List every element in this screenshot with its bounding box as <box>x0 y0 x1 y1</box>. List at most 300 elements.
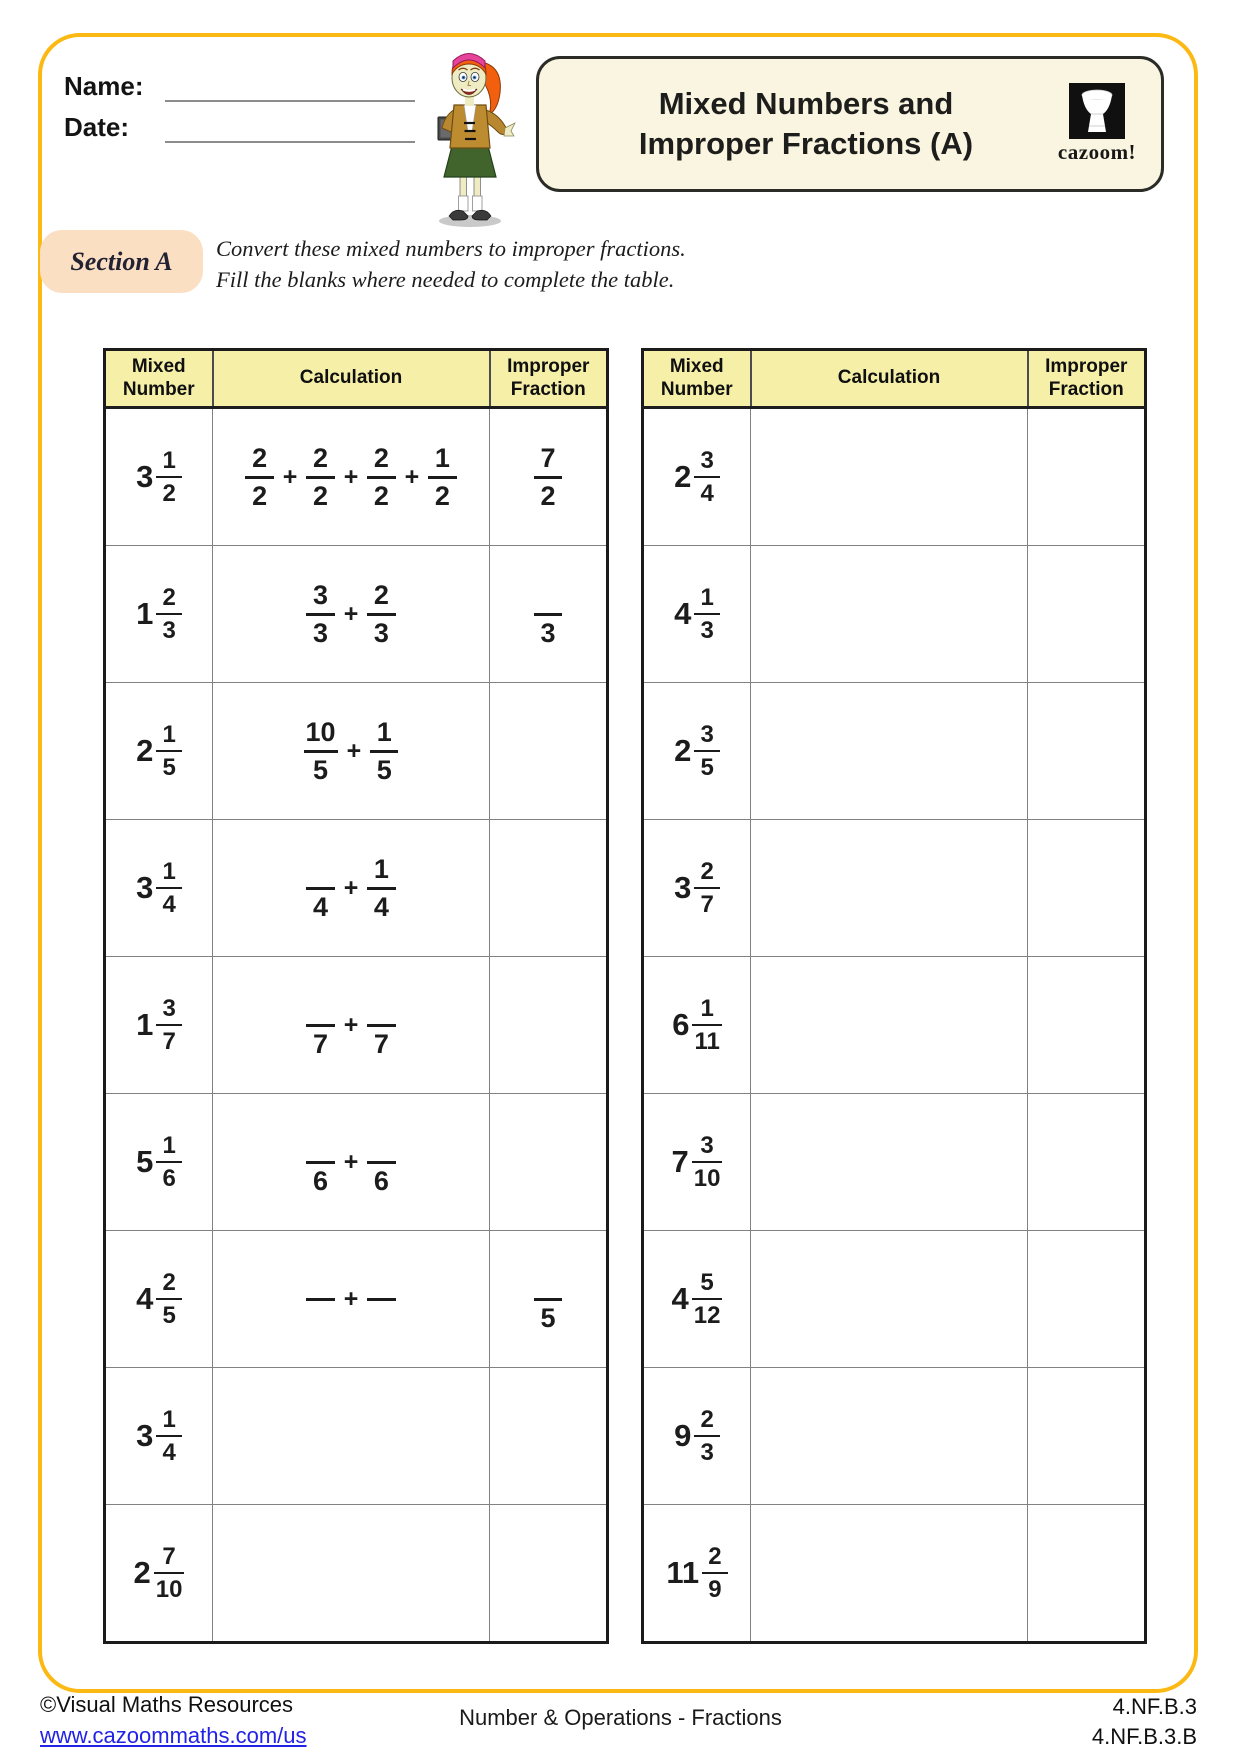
fraction-denominator: 6 <box>162 1165 176 1193</box>
mixed-number <box>134 1544 185 1603</box>
whole-number: 11 <box>666 1555 700 1590</box>
mixed-number-cell <box>105 546 213 683</box>
fraction-denominator: 2 <box>373 481 389 511</box>
fraction-bar <box>306 1161 334 1164</box>
table-row <box>105 820 608 957</box>
fraction-bar <box>245 476 273 479</box>
whole-number: 2 <box>674 459 692 494</box>
fraction-denominator: 3 <box>700 1439 714 1467</box>
fraction-numerator: 3 <box>700 720 714 748</box>
table-row <box>643 546 1146 683</box>
calculation-cell <box>751 957 1028 1094</box>
fraction-denominator: 7 <box>313 1029 329 1059</box>
table-row <box>105 1505 608 1643</box>
right-table <box>641 348 1147 1644</box>
table-header-row <box>643 350 1146 408</box>
calculation-expression <box>306 992 395 1059</box>
table-header-cell: Calculation <box>213 350 490 408</box>
whole-number: 3 <box>136 459 154 494</box>
mixed-number <box>136 722 182 781</box>
improper-fraction-cell <box>490 957 608 1094</box>
fraction-bar <box>304 750 338 753</box>
mixed-number <box>674 585 720 644</box>
calculation-cell <box>751 1505 1028 1643</box>
fraction <box>692 1270 723 1329</box>
fraction-denominator: 7 <box>700 891 714 919</box>
calculation-expression <box>306 581 395 648</box>
calculation-cell <box>751 1368 1028 1505</box>
mixed-number <box>136 448 182 507</box>
fraction-numerator: 7 <box>162 1542 176 1570</box>
whole-number: 4 <box>671 1281 689 1316</box>
fraction-denominator: 4 <box>313 892 329 922</box>
plus-sign: + <box>343 462 359 491</box>
improper-fraction-cell <box>1028 1505 1146 1643</box>
fraction-denominator: 2 <box>434 481 450 511</box>
calculation-cell <box>751 1094 1028 1231</box>
mixed-number-cell <box>643 1231 751 1368</box>
table-header-row <box>105 350 608 408</box>
improper-fraction-cell <box>1028 408 1146 546</box>
improper-fraction-cell <box>490 1231 608 1368</box>
fraction-numerator: 2 <box>373 579 389 610</box>
fraction-denominator: 5 <box>376 755 392 785</box>
date-line[interactable] <box>165 111 415 143</box>
fraction-bar <box>692 1024 721 1027</box>
whole-number: 3 <box>136 870 154 905</box>
table-row <box>105 1231 608 1368</box>
table-row <box>643 820 1146 957</box>
plus-sign: + <box>343 599 359 628</box>
instruction-line-1: Convert these mixed numbers to improper fractions. <box>216 236 686 261</box>
fraction-bar <box>156 1298 182 1301</box>
fraction-numerator <box>367 992 395 1020</box>
mixed-number <box>136 1133 182 1192</box>
plus-sign: + <box>343 873 359 902</box>
footer-topic: Number & Operations - Fractions <box>459 1705 782 1730</box>
table-row <box>105 1368 608 1505</box>
calculation-cell <box>213 1094 490 1231</box>
fraction-numerator: 3 <box>700 446 714 474</box>
fraction-bar <box>306 1024 334 1027</box>
fraction <box>534 581 562 648</box>
student-girl-illustration <box>418 40 518 230</box>
section-a-label: Section A <box>70 246 173 276</box>
fraction <box>245 444 273 511</box>
fraction <box>694 722 720 781</box>
fraction-bar <box>694 1435 720 1438</box>
whole-number: 3 <box>674 870 692 905</box>
table-row <box>643 1094 1146 1231</box>
whole-number: 3 <box>136 1418 154 1453</box>
fraction-numerator: 2 <box>700 1405 714 1433</box>
fraction-numerator: 7 <box>540 442 556 473</box>
improper-fraction-cell <box>1028 820 1146 957</box>
fraction-denominator: 4 <box>162 891 176 919</box>
section-a-badge <box>40 230 203 293</box>
fraction-numerator: 1 <box>376 716 392 747</box>
table-row <box>105 1094 608 1231</box>
mixed-number-cell <box>105 820 213 957</box>
fraction-denominator <box>367 1304 395 1332</box>
fraction <box>367 855 395 922</box>
fraction-numerator <box>367 1266 395 1294</box>
fraction-denominator: 2 <box>162 480 176 508</box>
table-row <box>105 957 608 1094</box>
improper-fraction-cell <box>490 820 608 957</box>
cazoom-logo <box>1049 83 1145 165</box>
fraction-numerator <box>534 1266 562 1294</box>
improper-fraction-cell <box>490 1368 608 1505</box>
fraction-denominator: 9 <box>708 1576 722 1604</box>
fraction <box>306 444 334 511</box>
fraction-numerator: 2 <box>700 857 714 885</box>
fraction-denominator: 5 <box>313 755 329 785</box>
plus-sign: + <box>343 1147 359 1176</box>
fraction-bar <box>156 476 182 479</box>
fraction <box>156 1270 182 1329</box>
improper-fraction-cell <box>490 1505 608 1643</box>
fraction-bar <box>370 750 398 753</box>
mixed-number <box>674 448 720 507</box>
improper-fraction-cell <box>490 546 608 683</box>
fraction-bar <box>154 1572 185 1575</box>
mixed-number-cell <box>643 1368 751 1505</box>
fraction-bar <box>156 1024 182 1027</box>
fraction-numerator: 5 <box>700 1268 714 1296</box>
mixed-number-cell <box>643 1505 751 1643</box>
fraction <box>534 1266 562 1333</box>
mixed-number <box>672 996 722 1055</box>
mixed-number-cell <box>105 1094 213 1231</box>
fraction-bar <box>694 887 720 890</box>
fraction-bar <box>306 887 334 890</box>
mixed-number-cell <box>105 408 213 546</box>
calculation-cell <box>751 1231 1028 1368</box>
mixed-number <box>136 859 182 918</box>
fraction-bar <box>156 750 182 753</box>
fraction-bar <box>694 476 720 479</box>
mixed-number-cell <box>105 1368 213 1505</box>
table-header-cell: Calculation <box>751 350 1028 408</box>
fraction-bar <box>428 476 456 479</box>
fraction-bar <box>692 1298 723 1301</box>
fraction <box>367 444 395 511</box>
fraction-bar <box>156 613 182 616</box>
fraction-bar <box>156 887 182 890</box>
calculation-cell <box>213 1368 490 1505</box>
calculation-cell <box>751 683 1028 820</box>
fraction <box>156 1133 182 1192</box>
table-row <box>643 408 1146 546</box>
whole-number: 1 <box>136 596 154 631</box>
whole-number: 6 <box>672 1007 690 1042</box>
name-line[interactable] <box>165 70 415 102</box>
whole-number: 4 <box>674 596 692 631</box>
table-header-cell: Improper Fraction <box>1028 350 1146 408</box>
fraction <box>306 581 334 648</box>
fraction-denominator: 5 <box>162 754 176 782</box>
table-row <box>643 1505 1146 1643</box>
whole-number: 4 <box>136 1281 154 1316</box>
fraction-numerator: 2 <box>162 583 176 611</box>
mixed-number-cell <box>643 1094 751 1231</box>
improper-fraction-cell <box>490 1094 608 1231</box>
fraction <box>156 996 182 1055</box>
mixed-number <box>672 1270 723 1329</box>
fraction-numerator: 1 <box>162 446 176 474</box>
improper-fraction-cell <box>1028 546 1146 683</box>
mixed-number <box>136 1407 182 1466</box>
calculation-cell <box>213 957 490 1094</box>
fraction-bar <box>692 1161 723 1164</box>
mixed-number <box>666 1544 727 1603</box>
fraction <box>370 718 398 785</box>
fraction-bar <box>156 1435 182 1438</box>
plus-sign: + <box>404 462 420 491</box>
calculation-cell <box>213 1231 490 1368</box>
fraction <box>694 1407 720 1466</box>
fraction-bar <box>367 1161 395 1164</box>
fraction-bar <box>367 1298 395 1301</box>
fraction-denominator: 5 <box>162 1302 176 1330</box>
fraction-bar <box>367 887 395 890</box>
fraction-denominator: 10 <box>155 1576 183 1604</box>
title-box <box>536 56 1164 192</box>
fraction-numerator: 1 <box>700 994 714 1022</box>
fraction <box>156 859 182 918</box>
fraction-bar <box>306 1298 334 1301</box>
improper-fraction-cell <box>490 408 608 546</box>
fraction-numerator: 1 <box>373 853 389 884</box>
fraction-denominator: 2 <box>540 481 556 511</box>
table-row <box>643 683 1146 820</box>
calculation-cell <box>751 820 1028 957</box>
fraction <box>367 1266 395 1333</box>
cazoom-logo-text: cazoom! <box>1057 140 1137 164</box>
plus-sign: + <box>346 736 362 765</box>
name-field <box>64 70 415 102</box>
improper-fraction-cell <box>1028 1094 1146 1231</box>
fraction-denominator: 12 <box>693 1302 721 1330</box>
fraction-numerator: 3 <box>162 994 176 1022</box>
fraction-denominator: 4 <box>373 892 389 922</box>
improper-fraction-cell <box>1028 1231 1146 1368</box>
table-row <box>105 683 608 820</box>
fraction-numerator <box>306 1129 334 1157</box>
fraction-numerator: 3 <box>700 1131 714 1159</box>
fraction <box>367 992 395 1059</box>
fraction-denominator: 4 <box>700 480 714 508</box>
calculation-cell <box>213 820 490 957</box>
whole-number: 7 <box>671 1144 689 1179</box>
fraction-denominator <box>306 1304 334 1332</box>
fraction-denominator: 10 <box>693 1165 721 1193</box>
fraction-numerator: 10 <box>305 716 336 747</box>
instruction-line-2: Fill the blanks where needed to complete the table. <box>216 267 675 292</box>
fraction-numerator <box>534 581 562 609</box>
fraction-numerator: 2 <box>252 442 268 473</box>
table-row <box>105 408 608 546</box>
fraction-numerator: 2 <box>708 1542 722 1570</box>
calculation-cell <box>751 546 1028 683</box>
mixed-number-cell <box>643 820 751 957</box>
table-row <box>643 957 1146 1094</box>
mixed-number <box>674 859 720 918</box>
worksheet-title <box>563 84 1049 163</box>
fraction <box>154 1544 185 1603</box>
mixed-number-cell <box>643 546 751 683</box>
calculation-cell <box>213 546 490 683</box>
whole-number: 2 <box>674 733 692 768</box>
calculation-expression <box>306 1266 395 1333</box>
fraction-denominator: 11 <box>694 1028 720 1056</box>
fraction-denominator: 3 <box>373 618 389 648</box>
fraction <box>702 1544 728 1603</box>
fraction <box>304 718 338 785</box>
whole-number: 2 <box>133 1555 151 1590</box>
mixed-number-cell <box>105 1505 213 1643</box>
title-line-1: Mixed Numbers and <box>658 86 954 122</box>
mixed-number <box>136 1270 182 1329</box>
fraction-numerator: 1 <box>162 857 176 885</box>
fraction-numerator: 1 <box>700 583 714 611</box>
table-header-cell: Improper Fraction <box>490 350 608 408</box>
footer-website-link[interactable]: www.cazoommaths.com/us <box>40 1723 307 1748</box>
table-row <box>643 1368 1146 1505</box>
date-field <box>64 111 415 143</box>
left-table <box>103 348 609 1644</box>
fraction-denominator: 5 <box>540 1303 556 1333</box>
fraction-bar <box>367 613 395 616</box>
table-row <box>643 1231 1146 1368</box>
fraction-numerator <box>367 1129 395 1157</box>
fraction-numerator: 1 <box>162 720 176 748</box>
improper-fraction-cell <box>1028 1368 1146 1505</box>
fraction-denominator: 3 <box>313 618 329 648</box>
mixed-number-cell <box>643 408 751 546</box>
calculation-cell <box>213 1505 490 1643</box>
fraction-bar <box>534 613 562 616</box>
fraction-denominator: 3 <box>540 618 556 648</box>
fraction <box>694 448 720 507</box>
fraction-numerator: 2 <box>162 1268 176 1296</box>
mixed-number <box>136 996 182 1055</box>
fraction <box>306 855 334 922</box>
fraction-bar <box>534 476 562 479</box>
fraction-bar <box>534 1298 562 1301</box>
fraction-numerator: 1 <box>162 1131 176 1159</box>
fraction-numerator: 2 <box>313 442 329 473</box>
fraction-bar <box>694 750 720 753</box>
standard-code-2: 4.NF.B.3.B <box>1091 1724 1197 1749</box>
fraction-denominator: 3 <box>162 617 176 645</box>
fraction-bar <box>306 476 334 479</box>
fraction-denominator: 7 <box>373 1029 389 1059</box>
fraction <box>694 585 720 644</box>
whole-number: 5 <box>136 1144 154 1179</box>
calculation-cell <box>751 408 1028 546</box>
mixed-number-cell <box>105 683 213 820</box>
fraction-denominator: 4 <box>162 1439 176 1467</box>
fraction <box>306 992 334 1059</box>
fraction <box>156 1407 182 1466</box>
fraction <box>156 722 182 781</box>
title-line-2: Improper Fractions (A) <box>638 126 974 161</box>
fraction-numerator <box>306 992 334 1020</box>
whole-number: 1 <box>136 1007 154 1042</box>
calculation-expression <box>245 444 456 511</box>
whole-number: 2 <box>136 733 154 768</box>
fraction <box>306 1266 334 1333</box>
plus-sign: + <box>282 462 298 491</box>
fraction-numerator: 3 <box>313 579 329 610</box>
fraction-denominator: 5 <box>700 754 714 782</box>
date-label: Date: <box>64 112 130 142</box>
calculation-cell <box>213 683 490 820</box>
fraction-numerator: 2 <box>373 442 389 473</box>
fraction-denominator: 3 <box>700 617 714 645</box>
calculation-expression <box>304 718 399 785</box>
fraction-denominator: 6 <box>373 1166 389 1196</box>
mixed-number <box>674 1407 720 1466</box>
fraction-numerator <box>306 855 334 883</box>
fraction <box>694 859 720 918</box>
mixed-number-cell <box>643 683 751 820</box>
whole-number: 9 <box>674 1418 692 1453</box>
improper-fraction-cell <box>490 683 608 820</box>
djembe-drum-icon <box>1069 83 1125 139</box>
mixed-number <box>672 1133 723 1192</box>
table-header-cell: Mixed Number <box>105 350 213 408</box>
name-label: Name: <box>64 71 144 101</box>
fraction-numerator: 1 <box>162 1405 176 1433</box>
fraction-bar <box>367 476 395 479</box>
fraction <box>692 996 721 1055</box>
table-header-cell: Mixed Number <box>643 350 751 408</box>
footer-standards <box>1092 1692 1197 1752</box>
fraction-numerator: 1 <box>434 442 450 473</box>
fraction-numerator <box>306 1266 334 1294</box>
footer-copyright: ©Visual Maths Resources <box>40 1692 294 1717</box>
fraction <box>367 581 395 648</box>
plus-sign: + <box>343 1010 359 1039</box>
standard-code-1: 4.NF.B.3 <box>1112 1694 1197 1719</box>
calculation-expression <box>306 855 395 922</box>
mixed-number-cell <box>643 957 751 1094</box>
fraction <box>428 444 456 511</box>
plus-sign: + <box>343 1284 359 1313</box>
fraction-denominator: 7 <box>162 1028 176 1056</box>
fraction <box>534 444 562 511</box>
improper-fraction-cell <box>1028 683 1146 820</box>
fraction-denominator: 2 <box>313 481 329 511</box>
improper-fraction-cell <box>1028 957 1146 1094</box>
fraction <box>367 1129 395 1196</box>
table-row <box>105 546 608 683</box>
mixed-number-cell <box>105 1231 213 1368</box>
fraction-bar <box>306 613 334 616</box>
calculation-cell <box>213 408 490 546</box>
mixed-number <box>136 585 182 644</box>
fraction-bar <box>694 613 720 616</box>
fraction <box>306 1129 334 1196</box>
fraction <box>156 585 182 644</box>
instructions <box>216 233 686 295</box>
calculation-expression <box>306 1129 395 1196</box>
fraction <box>692 1133 723 1192</box>
fraction-bar <box>156 1161 182 1164</box>
